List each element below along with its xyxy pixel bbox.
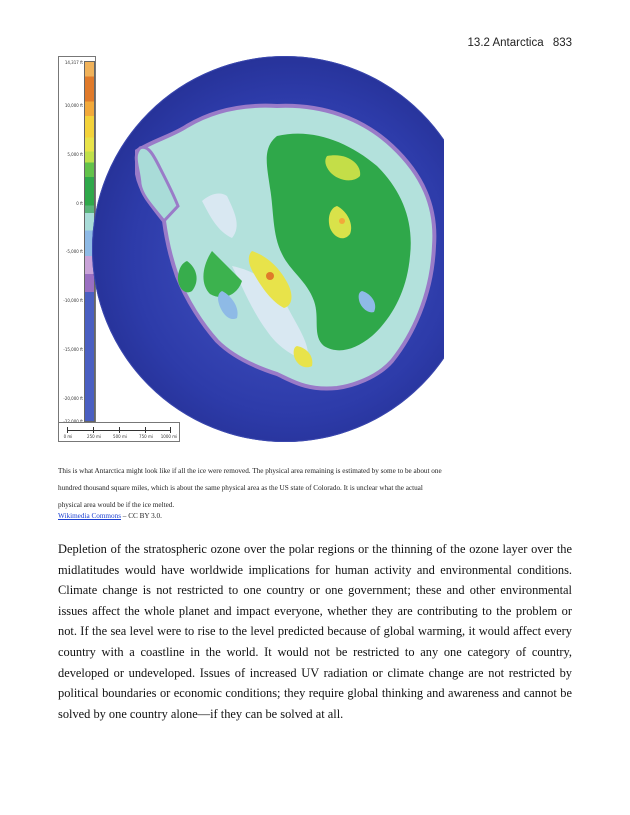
scale-label: 750 mi — [139, 434, 153, 439]
highland-peak — [339, 218, 345, 224]
legend-tick: -20,000 ft — [63, 396, 83, 401]
legend-tick: 14,317 ft — [64, 60, 83, 65]
figure-caption: This is what Antarctica might look like if all the ice were removed. The physical area remaining is estimated by some to be about one hundred thousand square miles, which is about the same physical area as the US state of Colorado. It is unclear what the actual physical area would be if the ice melted. — [58, 467, 442, 510]
legend-tick: 0 ft — [76, 201, 83, 206]
legend-tick: 5,000 ft — [67, 152, 83, 157]
vinson-peak — [266, 272, 274, 280]
legend-tick: 10,000 ft — [64, 103, 83, 108]
scale-label: 0 mi — [63, 434, 73, 439]
legend-tick: -10,000 ft — [63, 298, 83, 303]
scale-label: 1000 mi — [160, 434, 178, 439]
scale-notch — [67, 427, 68, 433]
scale-label: 250 mi — [87, 434, 101, 439]
running-head — [468, 37, 572, 49]
body-paragraph: Depletion of the stratospheric ozone over the polar regions or the thinning of the ozone layer over the midlatitudes would have worldwide implications for human activity and environmental conditions. Climate change is not restricted to one country or one government; these and other environmental issues affect the whole planet and impact everyone, whether they are contributing to the problem or not. If the sea level were to rise to the level predicted because of global warming, it would affect every country with a coastline in the world. It would not be restricted to any one category of country, developed or undeveloped. Issues of increased UV radiation or climate change are not restricted by political boundaries or economic conditions; they require global thinking and awareness and cannot be solved by one country alone—if they can be solved at all. — [58, 542, 572, 721]
legend-tick: -15,000 ft — [63, 347, 83, 352]
page-number: 833 — [552, 37, 572, 49]
elevation-legend — [58, 56, 96, 440]
wikimedia-commons-link[interactable]: Wikimedia Commons — [58, 512, 121, 520]
section-title: 13.2 Antarctica — [467, 37, 544, 49]
antarctica-figure — [58, 56, 444, 444]
license-text: – CC BY 3.0. — [121, 512, 162, 520]
figure-credit — [58, 512, 162, 520]
scale-label: 500 mi — [113, 434, 127, 439]
legend-tick: -5,000 ft — [65, 249, 83, 254]
antarctica-relief-map — [92, 56, 444, 444]
